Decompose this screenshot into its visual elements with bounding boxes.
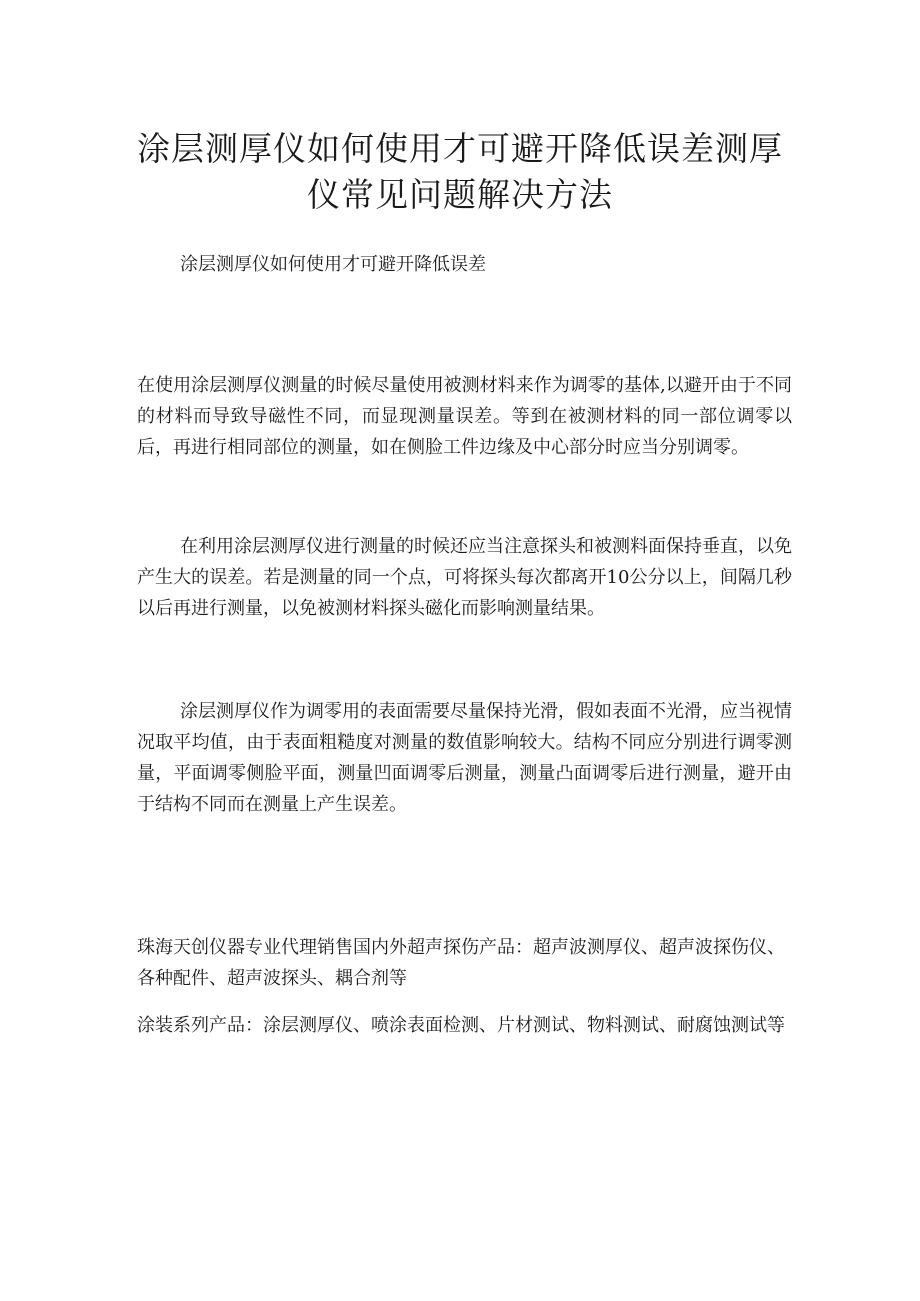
document-subtitle: 涂层测厚仪如何使用才可避开降低误差 [180,254,486,275]
paragraph-3: 涂层测厚仪作为调零用的表面需要尽量保持光滑，假如表面不光滑，应当视情况取平均值，由于表面粗糙度对测量的数值影响较大。结构不同应分别进行调零测量，平面调零侧脸平面，测量凹面调零后测量，测量凸面调零后进行测量，避开由于结构不同而在测量上产生误差。 [137,701,792,815]
paragraph-2: 在利用涂层测厚仪进行测量的时候还应当注意探头和被测料面保持垂直，以免产生大的误差。若是测量的同一个点，可将探头每次都离开10公分以上，间隔几秒以后再进行测量，以免被测材料探头磁化而影响测量结果。 [137,536,792,619]
title-line-1: 涂层测厚仪如何使用才可避开降低误差测厚 [137,129,783,168]
title-line-2: 仪常见问题解决方法 [307,175,613,214]
footer-ultrasonic-products: 珠海天创仪器专业代理销售国内外超声探伤产品：超声波测厚仪、超声波探伤仪、各种配件、超声波探头、耦合剂等 [137,937,785,989]
document-title [130,126,790,218]
paragraph-1: 在使用涂层测厚仪测量的时候尽量使用被测材料来作为调零的基体,以避开由于不同的材料而导致导磁性不同，而显现测量误差。等到在被测材料的同一部位调零以后，再进行相同部位的测量，如在侧脸工件边缘及中心部分时应当分别调零。 [137,375,792,458]
footer-coating-products: 涂装系列产品：涂层测厚仪、喷涂表面检测、片材测试、物料测试、耐腐蚀测试等 [137,1015,785,1036]
